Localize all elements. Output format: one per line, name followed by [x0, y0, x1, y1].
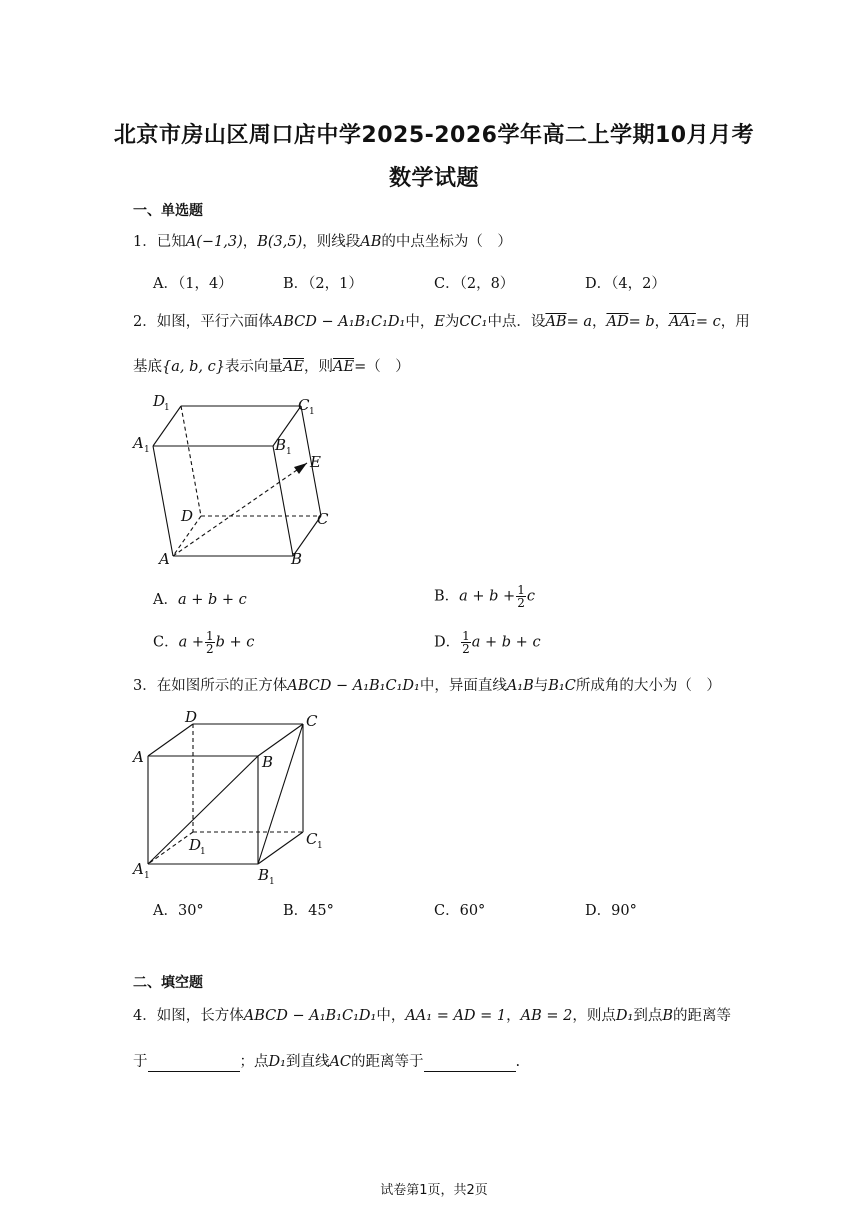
- question-number: 4．: [133, 1008, 157, 1024]
- q4-text: ，则点: [572, 1008, 616, 1024]
- section-heading-single-choice: 一、单选题: [133, 203, 203, 219]
- line-a1b: A₁B: [506, 678, 534, 694]
- label-sub: 1: [317, 841, 323, 851]
- label-d: D: [181, 507, 194, 525]
- q1-option-c[interactable]: C．（2，8）: [434, 276, 515, 292]
- q2-text: 表示向量: [224, 359, 283, 375]
- question-2-line-2: [133, 357, 753, 377]
- q2-option-d[interactable]: [434, 630, 541, 655]
- eq-a: = a: [566, 314, 592, 330]
- option-expr: a + b + c: [177, 592, 247, 608]
- q1-text: ，则线段: [302, 234, 361, 250]
- label-sub: 1: [144, 445, 150, 455]
- edge-cc1: CC₁: [459, 314, 488, 330]
- option-letter: C．: [153, 634, 179, 651]
- line-ac: AC: [329, 1054, 352, 1070]
- vector-ab: $\overline{AB}$: [545, 314, 567, 330]
- q2-option-a[interactable]: [153, 588, 247, 609]
- label-b: B: [262, 753, 274, 771]
- q2-text: 为: [444, 314, 460, 330]
- q2-text: 基底: [133, 359, 162, 375]
- q2-text: 中，: [405, 314, 435, 330]
- frac-den: 2: [517, 596, 525, 610]
- option-expr: a +: [178, 634, 205, 651]
- solid-name: ABCD − A₁B₁C₁D₁: [243, 1008, 377, 1024]
- condition-1: AA₁ = AD = 1: [405, 1008, 507, 1024]
- solid-name: ABCD − A₁B₁C₁D₁: [272, 314, 406, 330]
- label-a: A: [133, 748, 144, 766]
- q2-text: =（ ）: [354, 359, 410, 375]
- point-d1: D₁: [268, 1054, 286, 1070]
- option-expr: c: [526, 588, 535, 605]
- label-sub: 1: [200, 847, 206, 857]
- q4-text: 如图，长方体: [156, 1008, 244, 1024]
- label-d: D: [185, 708, 198, 726]
- option-letter: D．: [434, 634, 461, 651]
- segment-ab: AB: [360, 234, 382, 250]
- q1-text: 的中点坐标为（ ）: [381, 234, 512, 250]
- question-2-line-1: 2．如图，平行六面体ABCD − A₁B₁C₁D₁中，E为CC₁中点．设$\overline{AB}= a$，$\overline{AD}= b$，AA₁= c，用: [133, 314, 750, 330]
- option-expr: b + c: [215, 634, 255, 651]
- section-heading-fill-in: 二、填空题: [133, 975, 203, 991]
- q4-text: 的距离等: [673, 1008, 731, 1024]
- frac-den: 2: [462, 642, 470, 656]
- q1-option-d[interactable]: D．（4，2）: [585, 276, 666, 292]
- fraction-half: [205, 630, 215, 655]
- question-4-line-1: [133, 1006, 773, 1026]
- separator: ，: [506, 1008, 521, 1024]
- point-a: A(−1,3): [185, 234, 243, 250]
- question-3: [133, 676, 753, 696]
- q3-option-c[interactable]: C．60°: [434, 903, 486, 919]
- question-1: [133, 232, 753, 252]
- eq-c: = c: [695, 314, 721, 330]
- q2-option-c[interactable]: [153, 630, 254, 655]
- answer-blank-2[interactable]: [424, 1057, 516, 1072]
- option-letter: A．: [153, 592, 178, 608]
- q3-text: 在如图所示的正方体: [156, 678, 288, 694]
- frac-num: 1: [206, 629, 214, 643]
- q1-option-b[interactable]: B．（2，1）: [283, 276, 363, 292]
- label-d1: D: [189, 836, 202, 854]
- q3-option-a[interactable]: A．30°: [153, 903, 204, 919]
- label-sub: 1: [269, 877, 275, 887]
- q1-option-a[interactable]: A．（1，4）: [153, 276, 233, 292]
- question-number: 1．: [133, 234, 157, 250]
- question-number: 3．: [133, 678, 157, 694]
- q2-text: 中点．设: [487, 314, 546, 330]
- answer-blank-1[interactable]: [148, 1057, 240, 1072]
- q2-text: ，用: [720, 314, 750, 330]
- q2-option-b[interactable]: [434, 584, 535, 609]
- q4-text: 的距离等于: [351, 1054, 424, 1070]
- q3-option-d[interactable]: D．90°: [585, 903, 637, 919]
- q2-text: ，则: [304, 359, 333, 375]
- q4-text: 中，: [376, 1008, 406, 1024]
- line-b1c: B₁C: [548, 678, 576, 694]
- label-sub: 1: [309, 407, 315, 417]
- label-b: B: [291, 550, 303, 568]
- label-sub: 1: [144, 871, 150, 881]
- q1-text: 已知: [156, 234, 186, 250]
- label-c: C: [317, 510, 329, 528]
- question-number: 2．: [133, 314, 157, 330]
- page-footer: 试卷第1页，共2页: [380, 1183, 488, 1198]
- label-b1: B: [258, 866, 270, 884]
- eq-b: = b: [628, 314, 655, 330]
- parallelepiped-figure: [133, 392, 333, 572]
- fraction-half: [461, 630, 471, 655]
- q3-option-b[interactable]: B．45°: [283, 903, 334, 919]
- point-b: B(3,5): [257, 234, 303, 250]
- separator: ，: [242, 234, 258, 250]
- label-sub: 1: [164, 403, 170, 413]
- label-c1: C: [306, 830, 318, 848]
- q4-text: 到点: [633, 1008, 663, 1024]
- fraction-half: [516, 584, 526, 609]
- q4-text: .: [515, 1054, 521, 1070]
- q3-text: 与: [533, 678, 549, 694]
- page-title: 北京市房山区周口店中学2025-2026学年高二上学期10月月考: [113, 123, 755, 148]
- label-d1: D: [153, 392, 166, 410]
- frac-den: 2: [206, 642, 214, 656]
- solid-name: ABCD − A₁B₁C₁D₁: [287, 678, 420, 694]
- condition-2: AB = 2: [520, 1008, 573, 1024]
- label-e: E: [310, 453, 321, 471]
- vector-ae: $\overline{AE}$: [282, 359, 304, 375]
- q3-text: 所成角的大小为（ ）: [575, 678, 721, 694]
- cube-figure: [133, 706, 333, 886]
- point-e: E: [434, 314, 445, 330]
- option-letter: B．: [434, 588, 460, 605]
- vector-ae: $\overline{AE}$: [333, 359, 355, 375]
- frac-num: 1: [517, 583, 525, 597]
- q3-text: 中，异面直线: [419, 678, 507, 694]
- label-a1: A: [133, 434, 144, 452]
- label-c: C: [306, 712, 318, 730]
- vector-ad: $\overline{AD}$: [606, 314, 629, 330]
- frac-num: 1: [462, 629, 470, 643]
- basis: {a, b, c}: [162, 359, 225, 375]
- label-a: A: [159, 550, 170, 568]
- q4-text: 到直线: [285, 1054, 330, 1070]
- point-b: B: [662, 1008, 673, 1024]
- page-subtitle: 数学试题: [388, 166, 479, 191]
- option-expr: a + b +: [459, 588, 516, 605]
- vector-aa1: AA₁: [669, 314, 696, 330]
- label-sub: 1: [286, 447, 292, 457]
- q4-text: 于: [133, 1054, 148, 1070]
- point-d1: D₁: [615, 1008, 634, 1024]
- label-a1: A: [133, 860, 144, 878]
- option-expr: a + b + c: [471, 634, 541, 651]
- question-4-line-2: [133, 1052, 773, 1072]
- q2-text: 如图，平行六面体: [156, 314, 273, 330]
- label-b1: B: [275, 436, 287, 454]
- q4-text: ；点: [239, 1054, 269, 1070]
- label-c1: C: [298, 396, 310, 414]
